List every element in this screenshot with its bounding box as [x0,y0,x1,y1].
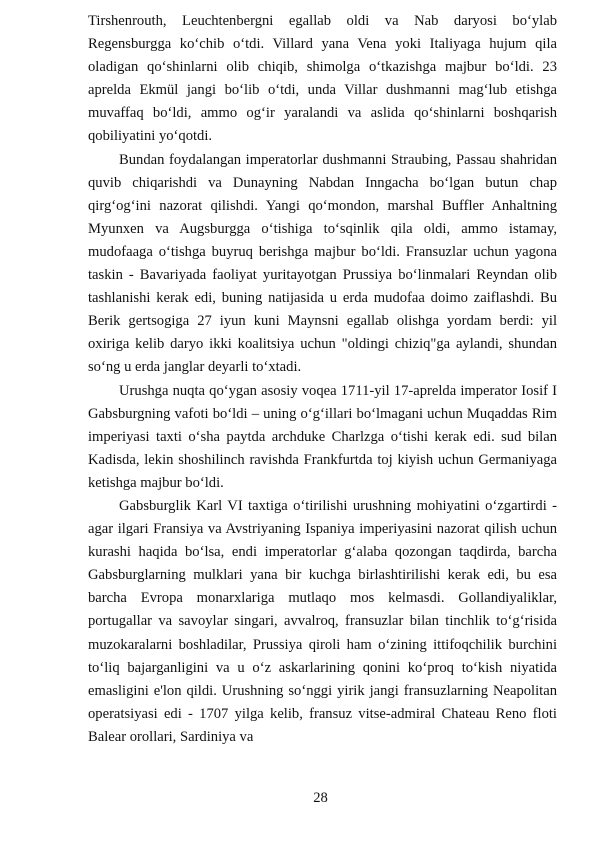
body-text [88,10,557,749]
paragraph-2: Bundan foydalangan imperatorlar dushmanni Straubing, Passau shahridan quvib chiqarishdi va Dunayning Nabdan Inngacha bo‘lgan butun chap qirg‘og‘ini nazorat qilishdi. Yangi qo‘mondon, marshal Buffler Anhaltning Myunxen va Augsburgga o‘tishiga to‘sqinlik qila oldi, ammo istamay, mudofaaga o‘tishga buyruq berishga majbur bo‘ldi. Fransuzlar uchun yagona taskin - Bavariyada faoliyat yuritayotgan Prussiya bo‘linmalari Reyndan olib tashlanishi kerak edi, buning natijasida u erda mudofaa doimo zaiflashdi. Bu Berik gertsogiga 27 iyun kuni Maynsni egallab olishga yordam berdi: yil oxiriga kelib daryo ikki koalitsiya uchun "oldingi chiziq"ga aylandi, shundan so‘ng u erda janglar deyarli to‘xtadi. [88,151,557,376]
paragraph-1: Tirshenrouth, Leuchtenbergni egallab oldi va Nab daryosi bo‘ylab Regensburgga ko‘chib o‘tdi. Villard yana Vena yoki Italiyaga hujum qila oladigan qo‘shinlarni olib chiqib, shimolga o‘tkazishga majbur bo‘ldi. 23 aprelda Ekmül jangi bo‘lib o‘tdi, unda Villar dushmanni mag‘lub etishga muvaffaq bo‘ldi, ammo og‘ir yaralandi va aslida qo‘shinlarni boshqarish qobiliyatini yo‘qotdi. [88,13,557,145]
paragraph-4: Gabsburglik Karl VI taxtiga o‘tirilishi urushning mohiyatini o‘zgartirdi - agar ilgari Fransiya va Avstriyaning Ispaniya imperiyasini nazorat qilish uchun kurashi haqida bo‘lsa, endi imperatorlar g‘alaba qozongan taqdirda, barcha Gabsburglarning mulklari yana bir kuchga birlashtirilishi kerak edi, bu esa barcha Evropa monarxlariga mutlaqo mos kelmasdi. Gollandiyaliklar, portugallar va savoylar singari, avvalroq, fransuzlar bilan tinchlik to‘g‘risida muzokaralarni boshladilar, Prussiya qiroli ham o‘zining ittifoqchilik burchini to‘liq bajarganligini va u o‘z askarlarining qonini ko‘proq to‘kish niyatida emasligini e'lon qildi. Urushning so‘nggi yirik jangi fransuzlarning Neapolitan operatsiyasi edi - 1707 yilga kelib, fransuz vitse-admiral Chateau Reno floti Balear orollari, Sardiniya va [88,497,557,745]
page-number: 28 [313,790,328,806]
paragraph-3: Urushga nuqta qo‘ygan asosiy voqea 1711-yil 17-aprelda imperator Iosif I Gabsburgning vafoti bo‘ldi – uning o‘g‘illari bo‘lmagani uchun Muqaddas Rim imperiyasi taxti o‘sha paytda archduke Charlzga o‘tishi kerak edi. sud bilan Kadisda, lekin shoshilinch ravishda Frankfurtda toj kiyish uchun Germaniyaga ketishga majbur bo‘ldi. [88,382,557,491]
